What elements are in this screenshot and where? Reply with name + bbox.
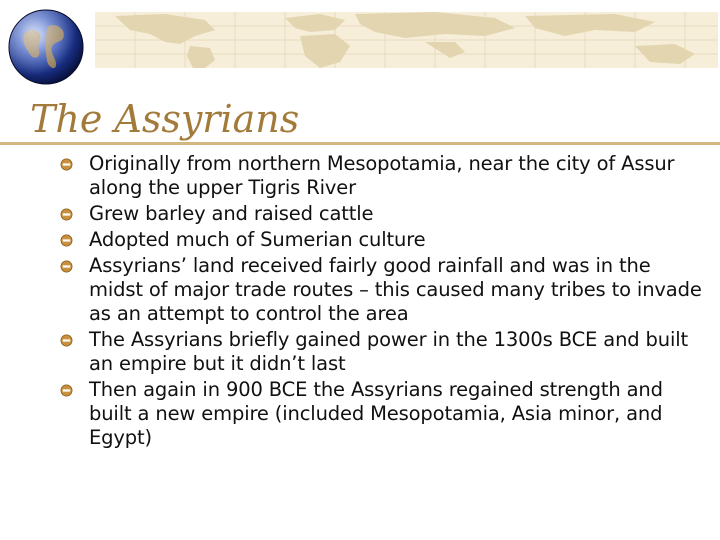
bullet-item — [58, 378, 708, 450]
slide-title: The Assyrians — [30, 97, 300, 141]
bullet-text: Assyrians’ land received fairly good rainfall and was in the midst of major trade routes – this caused many tribes to invade as an attempt to control the area — [89, 254, 702, 325]
bullet-icon — [60, 208, 73, 221]
bullet-text: Originally from northern Mesopotamia, near the city of Assur along the upper Tigris River — [89, 152, 675, 199]
bullet-text: Grew barley and raised cattle — [89, 202, 374, 225]
bullet-icon — [60, 334, 73, 347]
bullet-item — [58, 202, 708, 226]
bullet-icon — [60, 384, 73, 397]
bullet-item — [58, 328, 708, 376]
bullet-text: The Assyrians briefly gained power in the 1300s BCE and built an empire but it didn’t last — [89, 328, 689, 375]
bullet-text: Adopted much of Sumerian culture — [89, 228, 426, 251]
bullet-icon — [60, 260, 73, 273]
bullet-text: Then again in 900 BCE the Assyrians regained strength and built a new empire (included Mesopotamia, Asia minor, and Egypt) — [89, 378, 663, 449]
world-map-banner — [95, 12, 718, 68]
bullet-item — [58, 228, 708, 252]
bullet-icon — [60, 158, 73, 171]
bullet-item — [58, 152, 708, 200]
bullet-list — [58, 152, 708, 450]
bullet-item — [58, 254, 708, 326]
bullet-icon — [60, 234, 73, 247]
world-map-graphic — [95, 12, 718, 68]
title-divider — [0, 142, 720, 145]
globe-icon — [7, 8, 85, 86]
